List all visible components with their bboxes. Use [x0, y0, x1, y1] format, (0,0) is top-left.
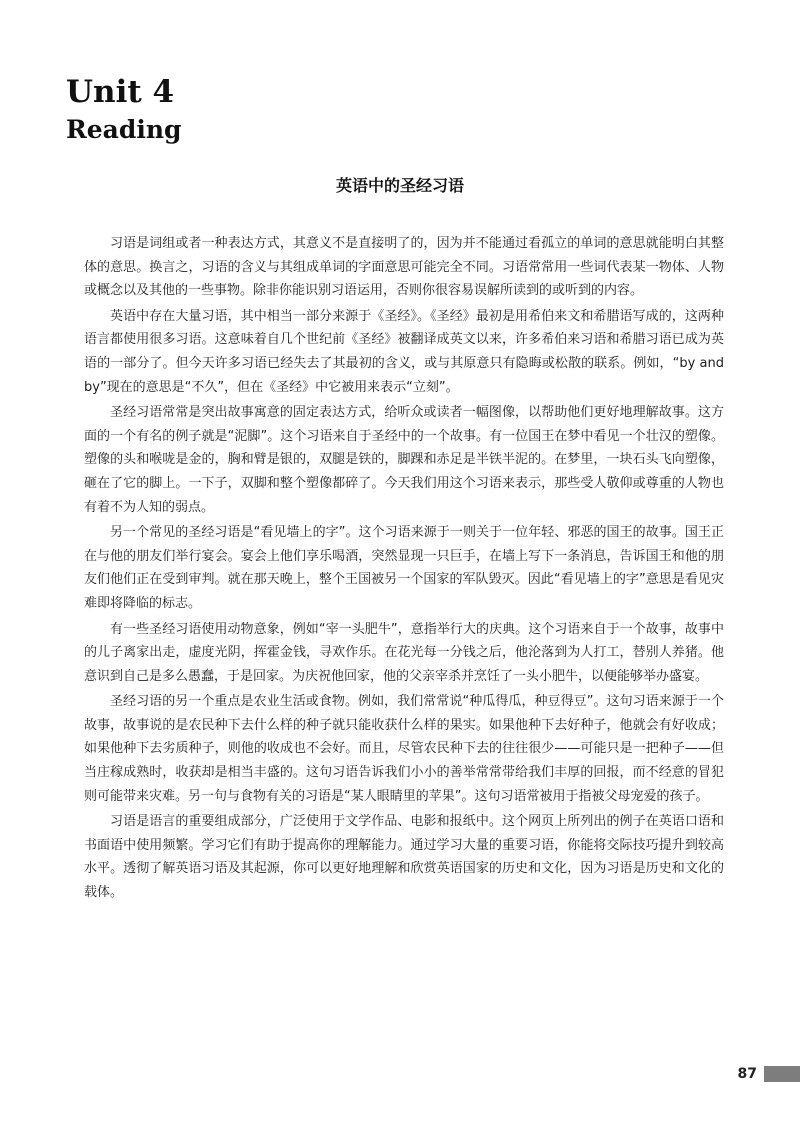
paragraph-6: 圣经习语的另一个重点是农业生活或食物。例如，我们常常说“种瓜得瓜，种豆得豆”。这句习语来源于一个故事，故事说的是农民种下去什么样的种子就只能收获什么样的果实。如果他种下去好种子，他就会有好收成；如果他种下去劣质种子，则他的收成也不会好。而且，尽管农民种下去的往往很少——可能只是一把种子——但当庄稼成熟时，收获却是相当丰盛的。这句习语告诉我们小小的善举常常带给我们丰厚的回报，而不经意的冒犯则可能带来灾难。另一句与食物有关的习语是“某人眼睛里的苹果”。这句习语常被用于指被父母宠爱的孩子。	[84, 694, 724, 804]
paragraph-2: 英语中存在大量习语，其中相当一部分来源于《圣经》。《圣经》最初是用希伯来文和希腊语写成的，这两种语言都使用很多习语。这意味着自几个世纪前《圣经》被翻译成英文以来，许多希伯来习语和希腊习语已成为英语的一部分了。但今天许多习语已经失去了其最初的含义，或与其原意只有隐晦或松散的联系。例如，“by and by”现在的意思是“不久”，但在《圣经》中它被用来表示“立刻”。	[84, 308, 724, 395]
unit-title: Unit 4	[66, 74, 175, 110]
paragraph-3: 圣经习语常常是突出故事寓意的固定表达方式，给听众或读者一幅图像，以帮助他们更好地理解故事。这方面的一个有名的例子就是“泥脚”。这个习语来自于圣经中的一个故事。有一位国王在梦中看见一个壮汉的塑像。塑像的头和喉咙是金的，胸和臂是银的，双腿是铁的，脚踝和赤足是半铁半泥的。在梦里，一块石头飞向塑像，砸在了它的脚上。一下子，双脚和整个塑像都碎了。今天我们用这个习语来表示，那些受人敬仰或尊重的人物也有着不为人知的弱点。	[84, 405, 724, 515]
article-title: 英语中的圣经习语	[335, 176, 464, 195]
page-number: 87	[737, 1066, 757, 1082]
paragraph-5: 有一些圣经习语使用动物意象，例如“宰一头肥牛”，意指举行大的庆典。这个习语来自于一个故事，故事中的儿子离家出走，虚度光阴，挥霍金钱，寻欢作乐。在花光每一分钱之后，他沦落到为人打工，替别人养猪。他意识到自己是多么愚蠢，于是回家。为庆祝他回家，他的父亲宰杀并烹饪了一头小肥牛，以便能够举办盛宴。	[84, 621, 724, 684]
paragraph-4: 另一个常见的圣经习语是“看见墙上的字”。这个习语来源于一则关于一位年轻、邪恶的国王的故事。国王正在与他的朋友们举行宴会。宴会上他们享乐喝酒，突然显现一只巨手，在墙上写下一条消息，告诉国王和他的朋友们他们正在受到审判。就在那天晚上，整个王国被另一个国家的军队毁灭。因此“看见墙上的字”意思是看见灾难即将降临的标志。	[84, 525, 724, 611]
section-title: Reading	[66, 115, 182, 144]
article-body	[84, 232, 724, 907]
paragraph-7: 习语是语言的重要组成部分，广泛使用于文学作品、电影和报纸中。这个网页上所列出的例子在英语口语和书面语中使用频繁。学习它们有助于提高你的理解能力。通过学习大量的重要习语，你能将交际技巧提升到较高水平。透彻了解英语习语及其起源，你可以更好地理解和欣赏英语国家的历史和文化，因为习语是历史和文化的载体。	[84, 814, 724, 901]
page-edge-tab	[764, 1066, 800, 1082]
paragraph-1: 习语是词组或者一种表达方式，其意义不是直接明了的，因为并不能通过看孤立的单词的意思就能明白其整体的意思。换言之，习语的含义与其组成单词的字面意思可能完全不同。习语常常用一些词代表某一物体、人物或概念以及其他的一些事物。除非你能识别习语运用，否则你很容易误解所读到的或听到的内容。	[84, 236, 724, 299]
page-footer	[738, 1063, 800, 1085]
